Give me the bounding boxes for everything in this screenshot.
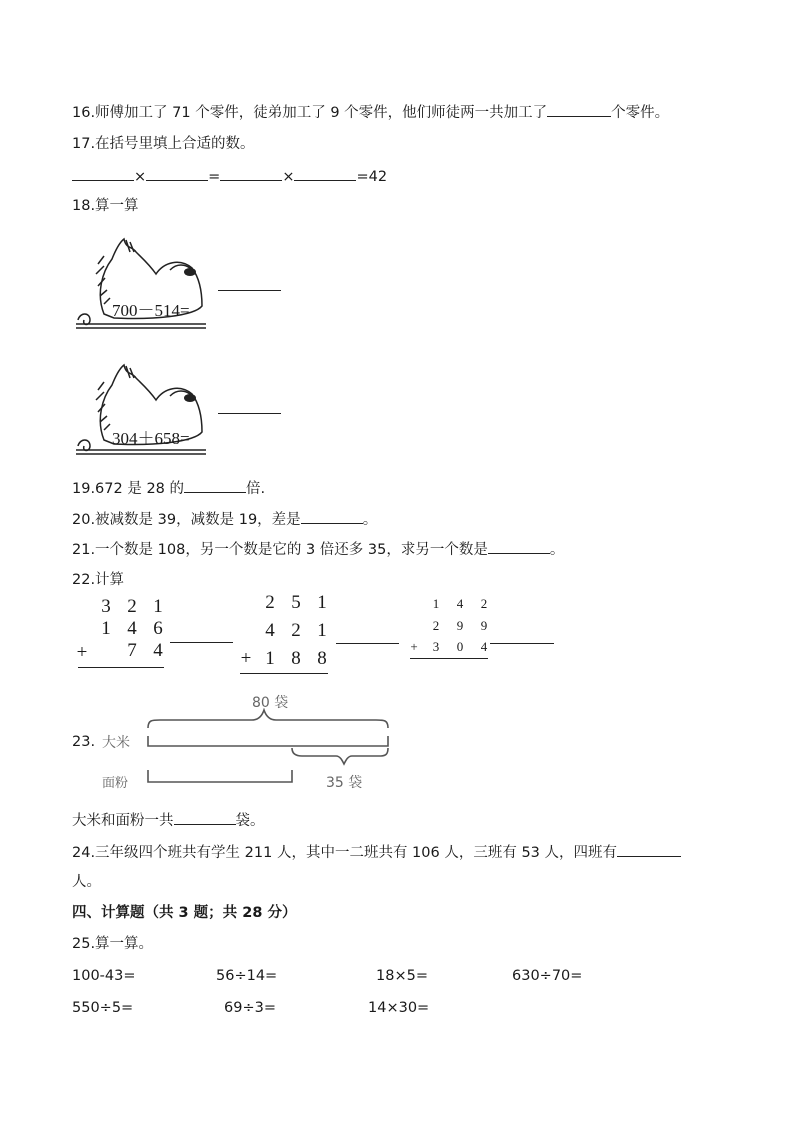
plus-sign: +	[410, 639, 418, 654]
q17-times-1: ×	[134, 169, 147, 185]
q17-text: 17.在括号里填上合适的数。	[72, 136, 255, 152]
question-24	[72, 842, 681, 863]
digit: 3	[101, 596, 111, 617]
question-23	[72, 810, 265, 831]
digit: 9	[456, 618, 464, 633]
digit: 4	[480, 639, 488, 654]
flour-bar	[148, 770, 292, 782]
swan-illustration-1	[74, 234, 214, 334]
digit: 4	[265, 620, 275, 641]
q20-blank[interactable]	[301, 509, 363, 524]
q16-text: 16.师傅加工了 71 个零件，徒弟加工了 9 个零件，他们师徒两一共加工了	[72, 105, 548, 121]
q17-times-2: ×	[282, 169, 295, 185]
q20-tail: 。	[362, 512, 378, 528]
answer-blank-3[interactable]	[490, 643, 554, 644]
q23-text: 大米和面粉一共	[72, 813, 174, 829]
q24-blank[interactable]	[617, 842, 681, 857]
digit: 8	[291, 648, 301, 669]
q25-item: 18×5=	[376, 968, 428, 984]
section-4-title: 四、计算题（共 3 题；共 28 分）	[72, 905, 297, 921]
sum-rule	[78, 667, 164, 668]
digit: 4	[153, 640, 163, 661]
digit: 2	[291, 620, 301, 641]
digit: 2	[265, 592, 275, 613]
q24-line2: 人。	[72, 874, 101, 890]
brace-bottom	[292, 748, 388, 764]
answer-blank-1[interactable]	[170, 642, 233, 643]
bar-diagram	[140, 708, 400, 788]
q25-item: 630÷70=	[512, 968, 583, 984]
q23-label-flour: 面粉	[102, 776, 129, 791]
q22-text: 22.计算	[72, 572, 125, 588]
q23-label-rice: 大米	[102, 735, 130, 751]
q16-tail: 个零件。	[611, 105, 670, 121]
q19-text: 19.672 是 28 的	[72, 481, 185, 497]
q17-blank-2[interactable]	[146, 166, 208, 181]
digit: 2	[432, 618, 440, 633]
question-20	[72, 509, 377, 530]
q17-eq: =	[208, 169, 221, 185]
q25-item: 550÷5=	[72, 1000, 134, 1016]
digit: 4	[127, 618, 137, 639]
q18-text: 18.算一算	[72, 198, 139, 214]
sum-rule	[240, 673, 328, 674]
q25-item: 100-43=	[72, 968, 136, 984]
question-16	[72, 102, 669, 123]
q23-number: 23.	[72, 734, 96, 750]
question-21	[72, 539, 564, 560]
digit: 1	[101, 618, 111, 639]
q25-item: 69÷3=	[224, 1000, 276, 1016]
digit: 7	[127, 640, 137, 661]
digit: 8	[317, 648, 327, 669]
swan-illustration-2	[74, 360, 214, 460]
q23-label-top: 80 袋	[252, 695, 289, 711]
q21-blank[interactable]	[488, 539, 550, 554]
sum-rule	[410, 658, 488, 659]
question-19	[72, 478, 265, 499]
q17-blank-1[interactable]	[72, 166, 134, 181]
swan-answer-blank-1[interactable]	[218, 290, 281, 291]
swan-answer-blank-2[interactable]	[218, 413, 281, 414]
digit: 9	[480, 618, 488, 633]
q21-tail: 。	[549, 542, 565, 558]
digit: 2	[480, 596, 488, 611]
digit: 1	[317, 620, 327, 641]
q25-item: 56÷14=	[216, 968, 278, 984]
q23-blank[interactable]	[174, 810, 236, 825]
q25-item: 14×30=	[368, 1000, 430, 1016]
plus-sign: +	[76, 642, 88, 663]
q19-blank[interactable]	[184, 478, 246, 493]
q23-tail: 袋。	[235, 813, 265, 829]
q17-equation	[72, 166, 387, 187]
q17-blank-4[interactable]	[294, 166, 356, 181]
q17-result: =42	[356, 169, 388, 185]
q19-tail: 倍.	[246, 481, 266, 497]
digit: 1	[432, 596, 440, 611]
q16-blank[interactable]	[547, 102, 611, 117]
digit: 6	[153, 618, 163, 639]
digit: 5	[291, 592, 301, 613]
q24-text: 24.三年级四个班共有学生 211 人，其中一二班共有 106 人，三班有 53 人，四班有	[72, 845, 618, 861]
q21-text: 21.一个数是 108，另一个数是它的 3 倍还多 35，求另一个数是	[72, 542, 488, 558]
digit: 2	[127, 596, 137, 617]
digit: 3	[432, 639, 440, 654]
digit: 1	[153, 596, 163, 617]
answer-blank-2[interactable]	[336, 643, 399, 644]
q17-blank-3[interactable]	[220, 166, 282, 181]
brace-top	[148, 710, 388, 728]
plus-sign: +	[240, 648, 252, 669]
q25-text: 25.算一算。	[72, 936, 154, 952]
q23-label-bottom: 35 袋	[326, 775, 363, 791]
swan-expr-2: 304＋658=	[112, 429, 190, 448]
q20-text: 20.被减数是 39，减数是 19，差是	[72, 512, 301, 528]
digit: 1	[265, 648, 275, 669]
digit: 0	[456, 639, 464, 654]
digit: 4	[456, 596, 464, 611]
digit: 1	[317, 592, 327, 613]
rice-bar	[148, 736, 388, 746]
swan-expr-1: 700－514=	[112, 301, 190, 320]
